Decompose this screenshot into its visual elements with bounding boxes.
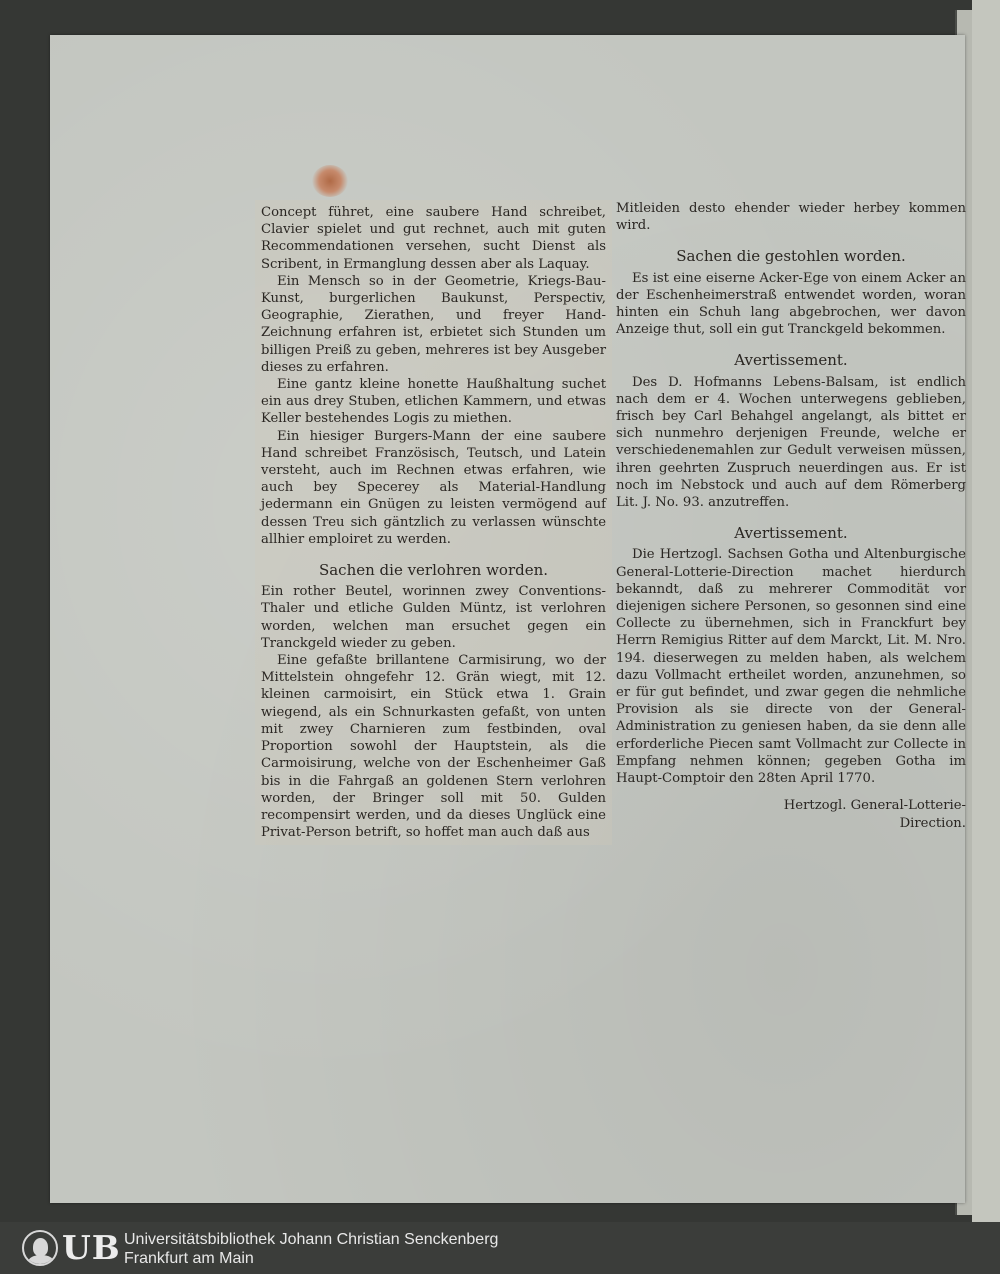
right-continuation: Mitleiden desto ehender wieder herbey kommen wird. bbox=[616, 201, 966, 234]
library-name-line-2: Frankfurt am Main bbox=[124, 1250, 254, 1267]
left-paragraph-2: Ein Mensch so in der Geometrie, Kriegs-Bau-Kunst, burgerlichen Baukunst, Perspectiv, Geographie, Zierathen, und freyer Hand-Zeichnung erfahren ist, erbietet sich Stunden um billigen Preiß zu geben, mehreres ist bey Ausgeber dieses zu erfahren. bbox=[261, 273, 606, 375]
ub-logo[interactable] bbox=[22, 1230, 122, 1268]
ub-logo-text: UB bbox=[62, 1228, 121, 1267]
heading-stolen-items: Sachen die gestohlen worden. bbox=[676, 247, 906, 266]
footer-bar bbox=[0, 1222, 1000, 1274]
portrait-icon bbox=[22, 1230, 58, 1266]
heading-avertissement-1: Avertissement. bbox=[734, 351, 848, 370]
right-column bbox=[616, 200, 966, 832]
signature-line-2: Direction. bbox=[899, 815, 966, 831]
ink-stain bbox=[312, 165, 348, 197]
lost-paragraph-1: Ein rother Beutel, worinnen zwey Conventions-Thaler und etliche Gulden Müntz, ist verlohren worden, welchen man ersuchet gegen ein Tranckgeld wieder zu geben. bbox=[261, 584, 606, 651]
left-paragraph-4: Ein hiesiger Burgers-Mann der eine saubere Hand schreibet Französisch, Teutsch, und Latein versteht, auch im Rechnen etwas erfahren, wie auch bey Specerey als Material-Handlung jedermann ein Gnügen zu leisten vermögend auf dessen Treu sich gäntzlich zu verlassen wünschte allhier emploiret zu werden. bbox=[261, 428, 606, 547]
left-paragraph-1: Concept führet, eine saubere Hand schreibet, Clavier spielet und gut rechnet, auch mit guten Recommendationen versehen, sucht Dienst als Scribent, in Ermanglung dessen aber als Laquay. bbox=[261, 205, 606, 272]
signature-line-1: Hertzogl. General-Lotterie- bbox=[783, 798, 966, 814]
heading-avertissement-2: Avertissement. bbox=[734, 524, 848, 543]
left-paragraph-3: Eine gantz kleine honette Haußhaltung suchet ein aus drey Stuben, etlichen Kammern, und etwas Keller bestehendes Logis zu miethen. bbox=[261, 377, 606, 427]
lost-paragraph-2: Eine gefaßte brillantene Carmisirung, wo der Mittelstein ohngefehr 12. Grän wiegt, mit 12. kleinen carmoisirt, ein Stück etwa 1. Grain wiegend, als ein Schnurkasten gefaßt, von unten mit zwey Charnieren zum festbinden, oval Proportion sowohl der Hauptstein, als die Carmoisirung, welche von der Eschenheimer Gaß bis in die Fahrgaß an goldenen Stern verlohren worden, der Bringer soll mit 50. Gulden recompensirt werden, und da dieses Unglück eine Privat-Person betrift, so hoffet man auch daß aus bbox=[261, 653, 606, 841]
library-name-line-1: Universitätsbibliothek Johann Christian Senckenberg bbox=[124, 1231, 499, 1248]
heading-lost-items: Sachen die verlohren worden. bbox=[318, 561, 549, 580]
library-name bbox=[124, 1230, 498, 1268]
stolen-paragraph: Es ist eine eiserne Acker-Ege von einem Acker an der Eschenheimerstraß entwendet worden, woran hinten ein Schuh lang abgebrochen, wer davon Anzeige thut, soll ein gut Tranckgeld bekommen. bbox=[616, 270, 966, 338]
left-column bbox=[255, 200, 612, 845]
back-sheet-edge-outer bbox=[972, 0, 1000, 1222]
avertissement-2-paragraph: Die Hertzogl. Sachsen Gotha und Altenburgische General-Lotterie-Direction machet hierdurch bekanndt, daß zu mehrerer Commodität vor diejenigen sichere Personen, so gesonnen sind eine Collecte zu übernehmen, sich in Franckfurt bey Herrn Remigius Ritter auf dem Marckt, Lit. M. Nro. 194. dieserwegen zu melden haben, als welchem dazu Vollmacht ertheilet worden, anzunehmen, so er für gut befindet, und zwar gegen die nehmliche Provision als sie directe von der General-Administration zu geniesen haben, da sie denn alle erforderliche Piecen samt Vollmacht zur Collecte in Empfang nehmen können; gegeben Gotha im Haupt-Comptoir den 28ten April 1770. bbox=[616, 547, 966, 787]
avertissement-1-paragraph: Des D. Hofmanns Lebens-Balsam, ist endlich nach dem er 4. Wochen unterwegens geblieben, frisch bey Carl Behahgel angelangt, als bittet er sich nunmehro derjenigen Freunde, welche er verschiedenemahlen zur Gedult verweisen müssen, ihren geehrten Zuspruch neuerdingen aus. Er ist noch im Nebstock und auch auf dem Römerberg Lit. J. No. 93. anzutreffen. bbox=[616, 374, 966, 511]
signature-block bbox=[616, 797, 966, 831]
